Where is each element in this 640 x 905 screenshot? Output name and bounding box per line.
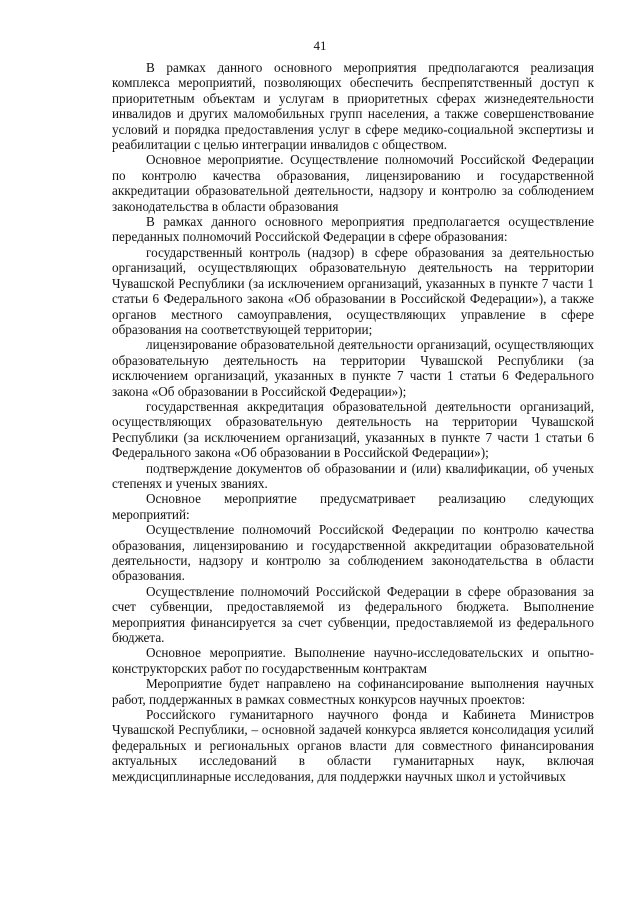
- document-body: [112, 60, 594, 784]
- paragraph-licensing: лицензирование образовательной деятельности организаций, осуществляющих образовательную деятельность на территории Чувашской Республики (за исключением организаций, указанных в пункте 7 части 1 статьи 6 Федерального закона «Об образовании в Российской Федерации»);: [112, 337, 594, 399]
- paragraph-delegated-powers-intro: В рамках данного основного мероприятия предполагается осуществление переданных полномочий Российской Федерации в сфере образования:: [112, 214, 594, 245]
- paragraph-accreditation: государственная аккредитация образовательной деятельности организаций, осуществляющих образовательную деятельность на территории Чувашской Республики (за исключением организаций, указанных в пункте 7 части 1 статьи 6 Федерального закона «Об образовании в Российской Федерации»);: [112, 398, 594, 461]
- paragraph-main-measure-education-control: Основное мероприятие. Осуществление полномочий Российской Федерации по контролю качества образования, лицензированию и государственной аккредитации образовательной деятельности, надзору и контролю за соблюдением законодательства в области образования: [112, 152, 594, 214]
- paragraph-measure-control-quality: Осуществление полномочий Российской Федерации по контролю качества образования, лицензированию и государственной аккредитации образовательной деятельности, надзору и контролю за соблюдением законодательства в области образования.: [112, 522, 594, 584]
- paragraph-main-measure-research: Основное мероприятие. Выполнение научно-исследовательских и опытно-конструкторских работ по государственным контрактам: [112, 645, 594, 676]
- paragraph-research-cofinancing: Мероприятие будет направлено на софинансирование выполнения научных работ, поддержанных в рамках совместных конкурсов научных проектов:: [112, 676, 594, 707]
- paragraph-measure-subvention: Осуществление полномочий Российской Федерации в сфере образования за счет субвенции, предоставляемой из федерального бюджета. Выполнение мероприятия финансируется за счет субвенции, предоставляемой из федерального бюджета.: [112, 583, 594, 646]
- paragraph-humanitarian-fund: Российского гуманитарного научного фонда и Кабинета Министров Чувашской Республики, – основной задачей конкурса является консолидация усилий федеральных и региональных органов власти для совместного финансирования актуальных исследований в области гуманитарных наук, включая междисциплинарные исследования, для поддержки научных школ и устойчивых: [112, 707, 594, 784]
- paragraph-measures-intro: Основное мероприятие предусматривает реализацию следующих мероприятий:: [112, 491, 594, 522]
- paragraph-state-control: государственный контроль (надзор) в сфере образования за деятельностью организаций, осуществляющих образовательную деятельность на территории Чувашской Республики (за исключением организаций, указанных в пункте 7 части 1 статьи 6 Федерального закона «Об образовании в Российской Федерации»), а также органов местного самоуправления, осуществляющих управление в сфере образования на соответствующей территории;: [112, 244, 594, 337]
- paragraph-document-confirmation: подтверждение документов об образовании и (или) квалификации, об ученых степенях и ученых званиях.: [112, 460, 594, 491]
- paragraph-accessibility-program: В рамках данного основного мероприятия предполагаются реализация комплекса мероприятий, позволяющих обеспечить беспрепятственный доступ к приоритетным объектам и услугам в приоритетных сферах жизнедеятельности инвалидов и других маломобильных групп населения, а также совершенствование условий и порядка предоставления услуг в сфере медико-социальной экспертизы и реабилитации с целью интеграции инвалидов с обществом.: [112, 60, 594, 153]
- page-number: 41: [313, 38, 327, 53]
